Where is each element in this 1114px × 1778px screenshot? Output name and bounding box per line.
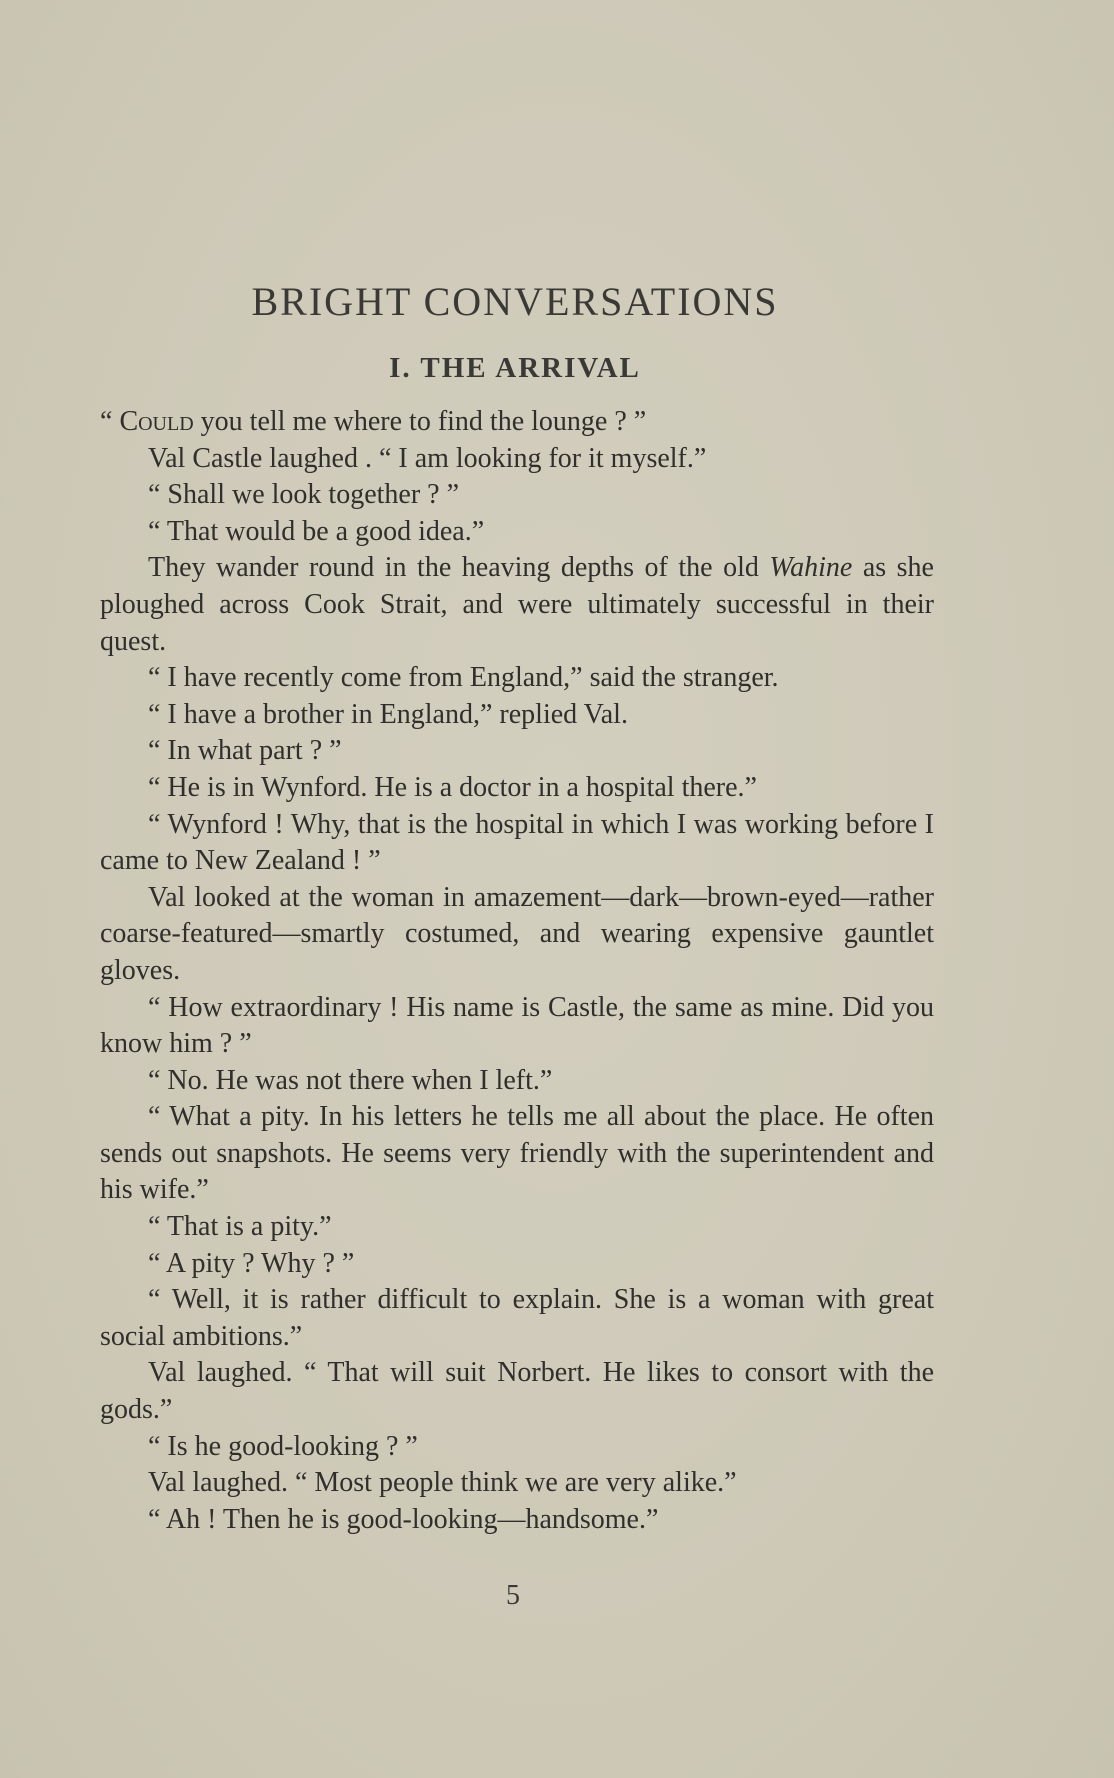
paragraph-text: you tell me where to find the lounge ? ”	[193, 406, 647, 437]
paragraph: Val laughed. “ Most people think we are very alike.”	[148, 1467, 737, 1499]
paragraph: “ In what part ? ”	[148, 735, 342, 767]
drop-word: Could	[119, 406, 194, 437]
paragraph: “ I have recently come from England,” said the stranger.	[148, 662, 779, 694]
paragraph	[100, 404, 934, 441]
paragraph: “ A pity ? Why ? ”	[148, 1247, 355, 1279]
paragraph: “ That would be a good idea.”	[148, 515, 485, 547]
paragraph: Val Castle laughed . “ I am looking for it myself.”	[148, 442, 707, 474]
paragraph: “ Well, it is rather difficult to explain. She is a woman with great social ambitions.”	[100, 1284, 934, 1352]
paragraph: “ I have a brother in England,” replied Val.	[148, 698, 628, 730]
paragraph-text: as she ploughed across Cook Strait, and were ultimately successful in their quest.	[100, 552, 934, 657]
paragraph: “ What a pity. In his letters he tells me all about the place. He often sends out snapshots. He seems very friendly with the superintendent and his wife.”	[100, 1101, 934, 1206]
chapter-heading: I. THE ARRIVAL	[389, 352, 641, 384]
paragraph: “ No. He was not there when I left.”	[148, 1064, 553, 1096]
body-text	[100, 404, 934, 1538]
paragraph: “ Ah ! Then he is good-looking—handsome.”	[148, 1503, 659, 1535]
book-title: BRIGHT CONVERSATIONS	[251, 279, 779, 324]
opening-quote: “	[100, 406, 120, 437]
paragraph: “ Wynford ! Why, that is the hospital in which I was working before I came to New Zealand ! ”	[100, 808, 934, 877]
paragraph: “ He is in Wynford. He is a doctor in a hospital there.”	[148, 771, 757, 803]
paragraph: “ Is he good-looking ? ”	[148, 1430, 418, 1462]
paragraph: “ How extraordinary ! His name is Castle, the same as mine. Did you know him ? ”	[100, 991, 934, 1060]
ship-name: Wahine	[769, 552, 853, 584]
paragraph: “ Shall we look together ? ”	[148, 479, 460, 511]
paragraph	[100, 550, 934, 660]
paragraph: Val looked at the woman in amazement—dark—brown-eyed—rather coarse-featured—smartly costumed, and wearing expensive gauntlet gloves.	[100, 881, 934, 986]
paragraph: “ That is a pity.”	[148, 1211, 332, 1243]
paragraph-text: They wander round in the heaving depths of the old	[148, 552, 770, 584]
paragraph: Val laughed. “ That will suit Norbert. He likes to consort with the gods.”	[100, 1357, 934, 1426]
page-number: 5	[506, 1580, 520, 1611]
